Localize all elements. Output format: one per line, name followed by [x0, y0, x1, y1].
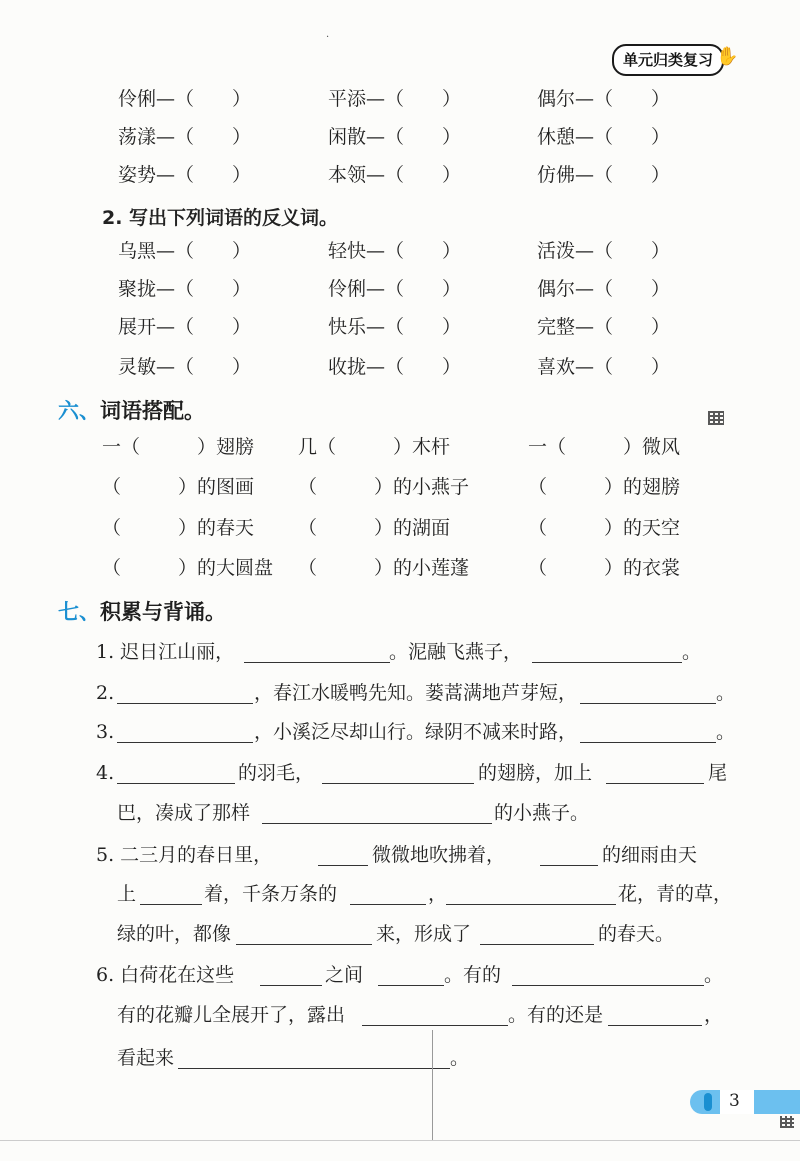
- q4-text-b: 的羽毛，: [238, 762, 315, 784]
- q1-text-c: 。: [682, 641, 702, 663]
- q3-blank-2[interactable]: [580, 742, 716, 743]
- synonym-item: 偶尔—（ ）: [537, 88, 671, 110]
- q6-blank-2[interactable]: [378, 985, 444, 986]
- q1-text-a: 1. 迟日江山丽，: [96, 641, 235, 663]
- match-item: （ ）的翅膀: [528, 476, 681, 498]
- top-dot: ·: [326, 32, 330, 43]
- q5-text-b: 微微地吹拂着，: [372, 844, 506, 866]
- match-item: 几（ ）木杆: [298, 436, 451, 458]
- synonym-item: 姿势—（ ）: [118, 164, 252, 186]
- q6-text-h: 看起来: [117, 1047, 175, 1069]
- q1-blank-1[interactable]: [244, 662, 390, 663]
- q5-text-g: 花，青的草，: [618, 883, 733, 905]
- match-item: （ ）的天空: [528, 517, 681, 539]
- page-number: 3: [729, 1091, 740, 1111]
- q6-blank-3[interactable]: [512, 985, 704, 986]
- q6-text-d: 。: [704, 964, 724, 986]
- q4-blank-4[interactable]: [262, 823, 492, 824]
- q3-text-c: 。: [716, 721, 736, 743]
- q6-text-g: ，: [704, 1004, 724, 1026]
- q5-text-i: 来，形成了: [376, 923, 472, 945]
- match-item: 一（ ）翅膀: [102, 436, 255, 458]
- q5-blank-1[interactable]: [318, 865, 368, 866]
- q5-text-a: 5. 二三月的春日里，: [96, 844, 273, 866]
- q4-text-e: 巴，凑成了那样: [117, 802, 251, 824]
- antonym-item: 灵敏—（ ）: [118, 356, 252, 378]
- q6-text-f: 。有的还是: [508, 1004, 604, 1026]
- footer-qr-code-icon: [780, 1116, 794, 1128]
- q6-text-a: 6. 白荷花在这些: [96, 964, 235, 986]
- match-item: （ ）的图画: [102, 476, 255, 498]
- synonym-item: 休憩—（ ）: [537, 126, 671, 148]
- q6-blank-5[interactable]: [608, 1025, 702, 1026]
- q3-text-b: ，小溪泛尽却山行。绿阴不减来时路，: [254, 721, 578, 743]
- q5-blank-7[interactable]: [480, 944, 594, 945]
- antonym-item: 偶尔—（ ）: [537, 278, 671, 300]
- q4-text-f: 的小燕子。: [494, 802, 590, 824]
- synonym-item: 闲散—（ ）: [328, 126, 462, 148]
- q5-text-e: 着，千条万条的: [204, 883, 338, 905]
- synonym-item: 平添—（ ）: [328, 88, 462, 110]
- antonym-item: 收拢—（ ）: [328, 356, 462, 378]
- q4-text-a: 4.: [96, 762, 115, 784]
- q1-blank-2[interactable]: [532, 662, 682, 663]
- q5-text-j: 的春天。: [598, 923, 675, 945]
- antonym-item: 展开—（ ）: [118, 316, 252, 338]
- q5-text-d: 上: [117, 883, 137, 905]
- q2-blank-1[interactable]: [117, 703, 253, 704]
- q2-text-c: 。: [716, 682, 736, 704]
- match-item: （ ）的小燕子: [298, 476, 470, 498]
- antonym-item: 轻快—（ ）: [328, 240, 462, 262]
- match-item: （ ）的小莲蓬: [298, 557, 470, 579]
- section-7-number: 七、: [58, 600, 100, 624]
- section-6-number: 六、: [58, 399, 100, 423]
- thumb-icon: ✋: [716, 46, 739, 67]
- q5-blank-3[interactable]: [140, 904, 202, 905]
- q5-text-f: ，: [428, 883, 448, 905]
- q3-blank-1[interactable]: [117, 742, 253, 743]
- q6-blank-6[interactable]: [178, 1068, 450, 1069]
- antonym-item: 快乐—（ ）: [328, 316, 462, 338]
- antonyms-title: 2. 写出下列词语的反义词。: [102, 207, 339, 229]
- qr-code-icon: [708, 411, 724, 425]
- synonym-item: 荡漾—（ ）: [118, 126, 252, 148]
- antonym-item: 完整—（ ）: [537, 316, 671, 338]
- q3-text-a: 3.: [96, 721, 115, 743]
- match-item: （ ）的衣裳: [528, 557, 681, 579]
- page-fold-line: [432, 1030, 433, 1140]
- match-item: （ ）的大圆盘: [102, 557, 274, 579]
- q4-text-d: 尾: [708, 762, 728, 784]
- q5-text-h: 绿的叶，都像: [117, 923, 232, 945]
- q2-text-a: 2.: [96, 682, 115, 704]
- q6-blank-4[interactable]: [362, 1025, 508, 1026]
- q6-blank-1[interactable]: [260, 985, 322, 986]
- antonym-item: 喜欢—（ ）: [537, 356, 671, 378]
- q6-text-i: 。: [450, 1047, 470, 1069]
- page-tab-stripe: [704, 1093, 712, 1111]
- match-item: 一（ ）微风: [528, 436, 681, 458]
- q5-text-c: 的细雨由天: [602, 844, 698, 866]
- synonym-item: 仿佛—（ ）: [537, 164, 671, 186]
- unit-review-badge: 单元归类复习: [612, 44, 724, 76]
- q1-text-b: 。泥融飞燕子，: [389, 641, 523, 663]
- antonym-item: 聚拢—（ ）: [118, 278, 252, 300]
- synonym-item: 本领—（ ）: [328, 164, 462, 186]
- q4-blank-1[interactable]: [117, 783, 235, 784]
- section-7-heading: [58, 596, 226, 626]
- synonym-item: 伶俐—（ ）: [118, 88, 252, 110]
- section-6-heading: [58, 395, 205, 425]
- section-6-title: 词语搭配。: [100, 399, 205, 423]
- match-item: （ ）的春天: [102, 517, 255, 539]
- q2-text-b: ，春江水暖鸭先知。蒌蒿满地芦芽短，: [254, 682, 578, 704]
- q6-text-e: 有的花瓣儿全展开了，露出: [117, 1004, 346, 1026]
- antonym-item: 活泼—（ ）: [537, 240, 671, 262]
- q4-text-c: 的翅膀，加上: [478, 762, 593, 784]
- q5-blank-5[interactable]: [446, 904, 616, 905]
- q5-blank-2[interactable]: [540, 865, 598, 866]
- section-7-title: 积累与背诵。: [100, 600, 226, 624]
- q6-text-c: 。有的: [444, 964, 502, 986]
- antonym-item: 乌黑—（ ）: [118, 240, 252, 262]
- q6-text-b: 之间: [325, 964, 364, 986]
- q2-blank-2[interactable]: [580, 703, 716, 704]
- match-item: （ ）的湖面: [298, 517, 451, 539]
- antonym-item: 伶俐—（ ）: [328, 278, 462, 300]
- q5-blank-4[interactable]: [350, 904, 426, 905]
- q4-blank-3[interactable]: [606, 783, 704, 784]
- q4-blank-2[interactable]: [322, 783, 474, 784]
- page-bottom-line: [0, 1140, 800, 1141]
- q5-blank-6[interactable]: [236, 944, 372, 945]
